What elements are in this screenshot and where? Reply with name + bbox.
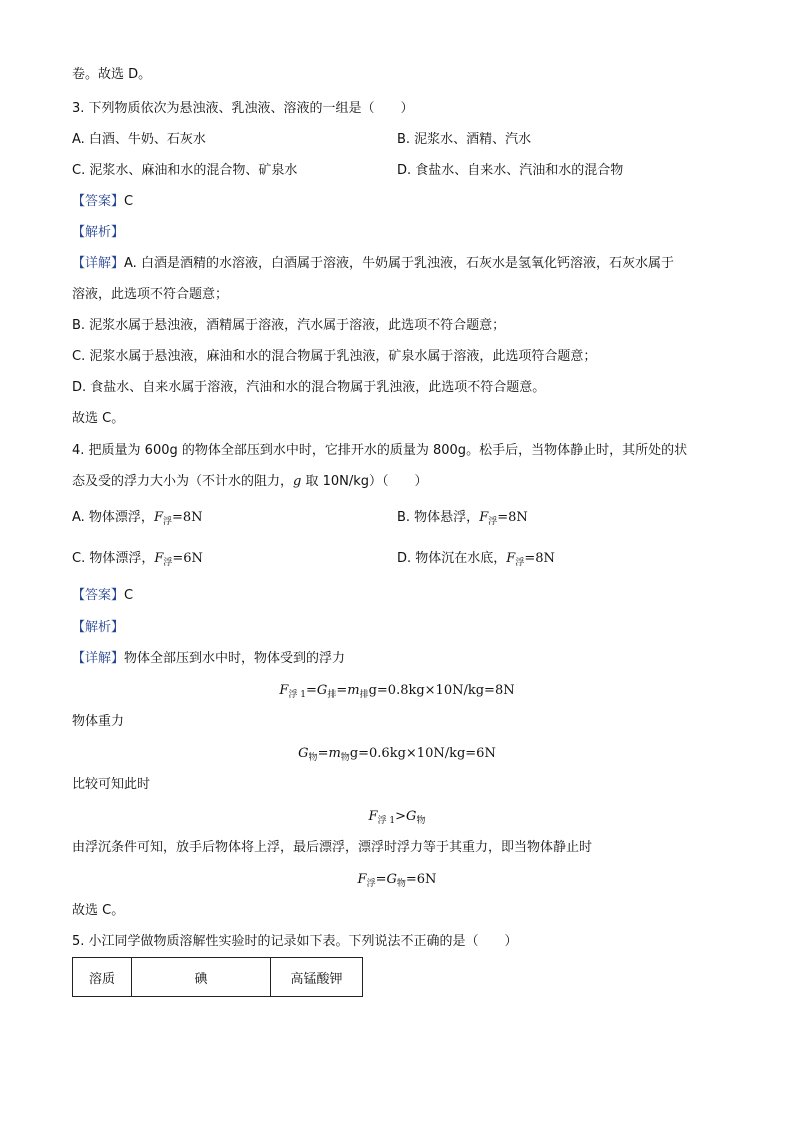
conclusion-3: 故选 C。	[72, 411, 125, 426]
question-3-stem: 3. 下列物质依次为悬浊液、乳浊液、溶液的一组是（ ）	[72, 101, 414, 116]
float-condition: 由浮沉条件可知，放手后物体将上浮，最后漂浮，漂浮时浮力等于其重力，即当物体静止时	[72, 840, 593, 855]
symbol-F: F	[357, 872, 367, 887]
option-3c: C. 泥浆水、麻油和水的混合物、矿泉水	[72, 163, 298, 178]
symbol-g: g	[293, 474, 302, 489]
subscript: 物	[416, 816, 426, 826]
answer-value: C	[124, 194, 134, 209]
symbol-F: F	[279, 683, 289, 698]
option-4d	[397, 550, 555, 572]
subscript: 浮	[163, 558, 173, 568]
solubility-table	[72, 957, 363, 997]
answer-tag: 【答案】	[72, 588, 125, 603]
answer-3	[72, 193, 133, 211]
subscript: 浮	[488, 517, 498, 527]
eq-part: g=0.6kg×10N/kg=6N	[349, 746, 496, 761]
eq-part: g=0.8kg×10N/kg=8N	[368, 683, 515, 698]
subscript: 物	[340, 753, 350, 763]
option-value: =8N	[497, 510, 528, 525]
subscript: 浮	[515, 558, 525, 568]
analysis-tag-4: 【解析】	[72, 620, 125, 635]
option-text: D. 物体沉在水底，	[397, 551, 507, 566]
option-value: =6N	[172, 551, 203, 566]
symbol-F: F	[153, 510, 163, 525]
equation-compare	[0, 808, 794, 830]
subscript: 浮	[366, 879, 376, 889]
eq-part: =6N	[405, 872, 437, 887]
weight-label: 物体重力	[72, 714, 125, 729]
table-row	[73, 958, 363, 997]
answer-tag: 【答案】	[72, 194, 125, 209]
subscript: 排	[327, 690, 337, 700]
answer-value: C	[124, 588, 134, 603]
detail-3-line5: D. 食盐水、自来水属于溶液，汽油和水的混合物属于乳浊液，此选项不符合题意。	[72, 380, 546, 395]
subscript: 浮 1	[288, 690, 307, 700]
detail-text: A. 白酒是酒精的水溶液，白酒属于溶液，牛奶属于乳浊液，石灰水是氢氧化钙溶液，石灰水属于	[124, 256, 674, 271]
equation-weight	[0, 745, 794, 767]
detail-4-line1	[72, 650, 345, 668]
compare-label: 比较可知此时	[72, 777, 151, 792]
detail-tag: 【详解】	[72, 256, 125, 271]
subscript: 浮 1	[377, 816, 396, 826]
eq-part: >G	[395, 809, 417, 824]
option-value: =8N	[171, 510, 203, 525]
option-text: A. 物体漂浮，	[72, 510, 154, 525]
option-text: B. 物体悬浮，	[397, 510, 480, 525]
symbol-F: F	[479, 510, 489, 525]
option-value: =8N	[524, 551, 555, 566]
equation-buoyancy	[0, 682, 794, 704]
eq-part: =m	[336, 683, 360, 698]
analysis-tag-3: 【解析】	[72, 225, 125, 240]
option-4c	[72, 550, 203, 572]
question-4-stem-line2	[72, 473, 428, 491]
question-5-stem: 5. 小江同学做物质溶解性实验时的记录如下表。下列说法不正确的是（ ）	[72, 934, 518, 949]
symbol-F: F	[154, 551, 164, 566]
eq-part: =G	[306, 683, 328, 698]
detail-3-line4: C. 泥浆水属于悬浊液，麻油和水的混合物属于乳浊液，矿泉水属于溶液，此选项符合题意；	[72, 349, 597, 364]
symbol-F: F	[368, 809, 378, 824]
conclusion-4: 故选 C。	[72, 903, 125, 918]
stem-text: 态及受的浮力大小为（不计水的阻力，	[72, 474, 294, 489]
symbol-F: F	[506, 551, 516, 566]
subscript: 排	[359, 690, 369, 700]
table-header-cell: 碘	[132, 958, 271, 997]
eq-part: =G	[375, 872, 397, 887]
option-4b	[397, 509, 528, 531]
detail-3-line3: B. 泥浆水属于悬浊液，酒精属于溶液，汽水属于溶液，此选项不符合题意；	[72, 318, 506, 333]
text-line: 卷。故选 D。	[72, 67, 152, 82]
detail-tag: 【详解】	[72, 651, 125, 666]
stem-text: 取 10N/kg）（ ）	[301, 474, 428, 489]
detail-3-line1	[72, 255, 674, 273]
subscript: 物	[308, 753, 318, 763]
eq-part: =m	[317, 746, 341, 761]
option-text: C. 物体漂浮，	[72, 551, 155, 566]
subscript: 物	[396, 879, 406, 889]
option-3a: A. 白酒、牛奶、石灰水	[72, 132, 206, 147]
option-3d: D. 食盐水、自来水、汽油和水的混合物	[397, 163, 624, 178]
equation-final	[0, 871, 794, 893]
subscript: 浮	[162, 517, 172, 527]
table-header-cell: 高锰酸钾	[271, 958, 363, 997]
table-header-cell: 溶质	[73, 958, 132, 997]
option-3b: B. 泥浆水、酒精、汽水	[397, 132, 532, 147]
question-4-stem-line1: 4. 把质量为 600g 的物体全部压到水中时，它排开水的质量为 800g。松手后，当物体静止时，其所处的状	[72, 443, 688, 458]
option-4a	[72, 509, 203, 531]
detail-text: 物体全部压到水中时，物体受到的浮力	[124, 651, 346, 666]
symbol-G: G	[298, 746, 309, 761]
detail-3-line2: 溶液，此选项不符合题意；	[72, 287, 229, 302]
answer-4	[72, 587, 133, 605]
